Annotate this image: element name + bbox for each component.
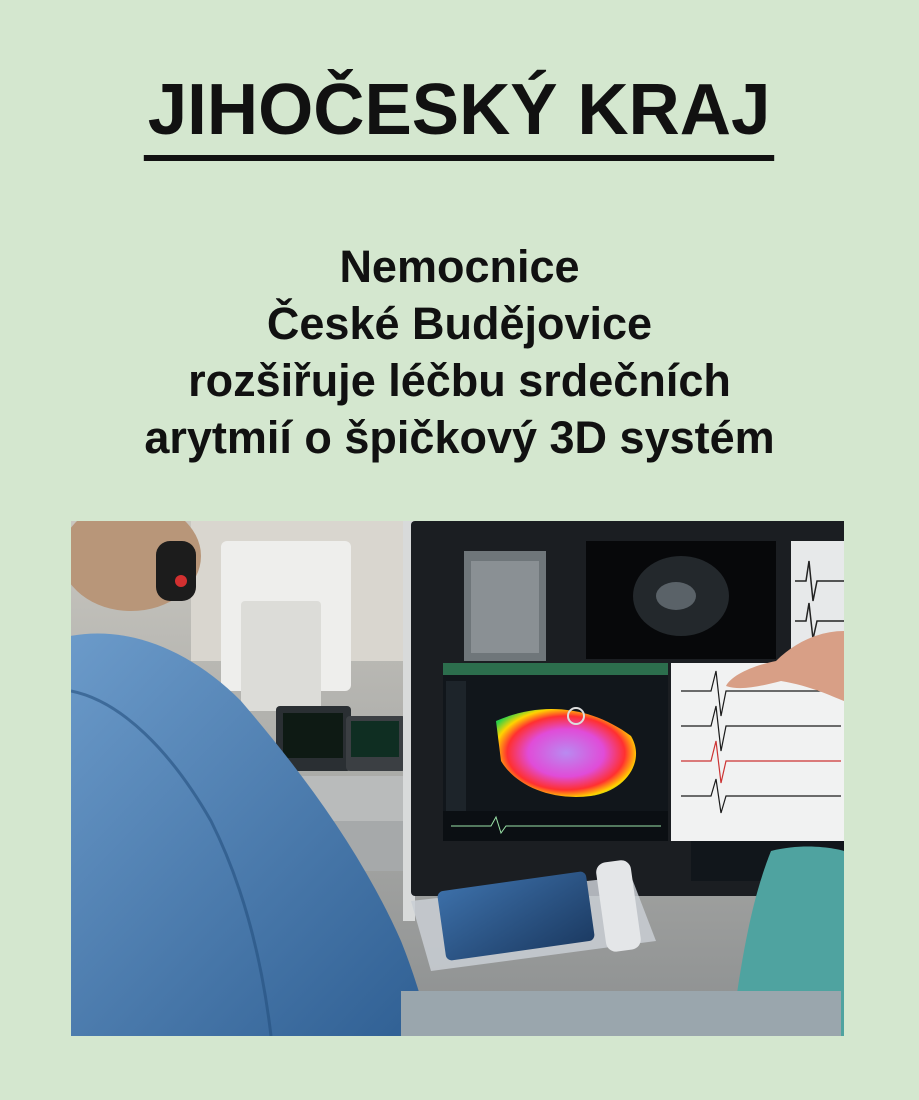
region-title-block <box>0 68 919 161</box>
headline-line-1: Nemocnice <box>339 241 580 292</box>
headline-line-2: České Budějovice <box>266 298 653 349</box>
headline-line-4: arytmií o špičkový 3D systém <box>144 412 775 463</box>
region-title: JIHOČESKÝ KRAJ <box>144 68 775 161</box>
photo-cardiac-lab <box>71 521 844 1036</box>
headline <box>0 238 919 466</box>
headline-line-3: rozšiřuje léčbu srdečních <box>188 355 731 406</box>
